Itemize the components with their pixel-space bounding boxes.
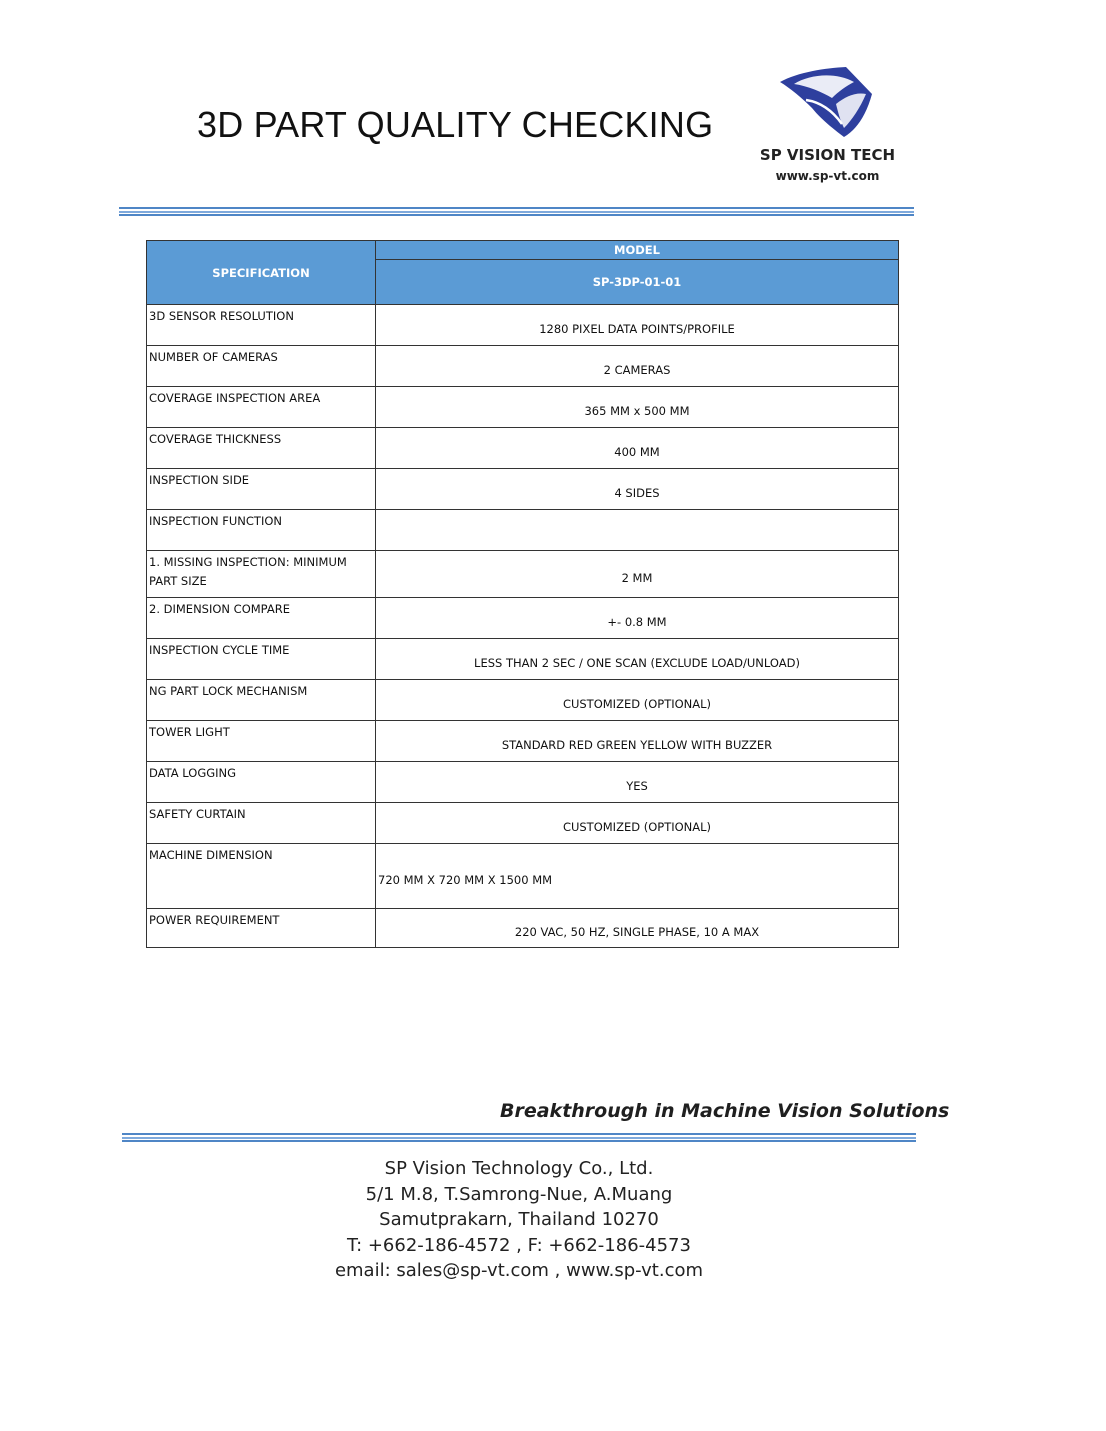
spec-value: 1280 PIXEL DATA POINTS/PROFILE [376, 305, 899, 346]
table-row [147, 598, 899, 639]
table-row [147, 909, 899, 948]
table-row [147, 639, 899, 680]
spec-value: 720 MM X 720 MM X 1500 MM [376, 844, 899, 909]
sp-vision-tech-logo [776, 66, 874, 138]
table-row [147, 803, 899, 844]
spec-label: NUMBER OF CAMERAS [147, 346, 376, 387]
model-header: MODEL [376, 241, 899, 260]
document-title: 3D PART QUALITY CHECKING [197, 104, 714, 145]
company-address [300, 1156, 738, 1284]
spec-value: LESS THAN 2 SEC / ONE SCAN (EXCLUDE LOAD/UNLOAD) [376, 639, 899, 680]
spec-label: TOWER LIGHT [147, 721, 376, 762]
spec-value: STANDARD RED GREEN YELLOW WITH BUZZER [376, 721, 899, 762]
address-line: email: sales@sp-vt.com , www.sp-vt.com [334, 1260, 704, 1281]
table-row [147, 510, 899, 551]
spec-label: COVERAGE THICKNESS [147, 428, 376, 469]
specification-table [146, 240, 899, 948]
spec-value [376, 510, 899, 551]
header-divider [119, 207, 914, 216]
table-row [147, 346, 899, 387]
spec-label: INSPECTION SIDE [147, 469, 376, 510]
spec-value: 2 CAMERAS [376, 346, 899, 387]
spec-value: 2 MM [376, 551, 899, 598]
table-row [147, 551, 899, 598]
address-line: SP Vision Technology Co., Ltd. [384, 1158, 654, 1179]
table-row [147, 387, 899, 428]
spec-label: COVERAGE INSPECTION AREA [147, 387, 376, 428]
table-row [147, 428, 899, 469]
spec-label: POWER REQUIREMENT [147, 909, 376, 948]
table-row [147, 469, 899, 510]
table-row [147, 305, 899, 346]
spec-label: SAFETY CURTAIN [147, 803, 376, 844]
table-row [147, 762, 899, 803]
tagline: Breakthrough in Machine Vision Solutions [500, 1100, 950, 1122]
address-line: 5/1 M.8, T.Samrong-Nue, A.Muang [365, 1183, 673, 1205]
spec-label: NG PART LOCK MECHANISM [147, 680, 376, 721]
spec-label: MACHINE DIMENSION [147, 844, 376, 909]
table-row [147, 844, 899, 909]
spec-label: INSPECTION FUNCTION [147, 510, 376, 551]
spec-value: 4 SIDES [376, 469, 899, 510]
spec-label: DATA LOGGING [147, 762, 376, 803]
spec-value: CUSTOMIZED (OPTIONAL) [376, 680, 899, 721]
spec-label: 3D SENSOR RESOLUTION [147, 305, 376, 346]
specification-header: SPECIFICATION [147, 241, 376, 305]
address-line: Samutprakarn, Thailand 10270 [379, 1209, 659, 1230]
company-name: SP VISION TECH [759, 146, 896, 164]
model-name: SP-3DP-01-01 [376, 260, 899, 305]
spec-label: 2. DIMENSION COMPARE [147, 598, 376, 639]
spec-value: 220 VAC, 50 HZ, SINGLE PHASE, 10 A MAX [376, 909, 899, 948]
spec-label: 1. MISSING INSPECTION: MINIMUM PART SIZE [147, 551, 376, 598]
spec-value: YES [376, 762, 899, 803]
spec-value: CUSTOMIZED (OPTIONAL) [376, 803, 899, 844]
spec-label: INSPECTION CYCLE TIME [147, 639, 376, 680]
company-website[interactable]: www.sp-vt.com [775, 169, 880, 183]
spec-value: +- 0.8 MM [376, 598, 899, 639]
address-line: T: +662-186-4572 , F: +662-186-4573 [347, 1234, 691, 1256]
table-row [147, 721, 899, 762]
footer-divider [122, 1133, 916, 1142]
spec-value: 400 MM [376, 428, 899, 469]
spec-value: 365 MM x 500 MM [376, 387, 899, 428]
table-row [147, 680, 899, 721]
